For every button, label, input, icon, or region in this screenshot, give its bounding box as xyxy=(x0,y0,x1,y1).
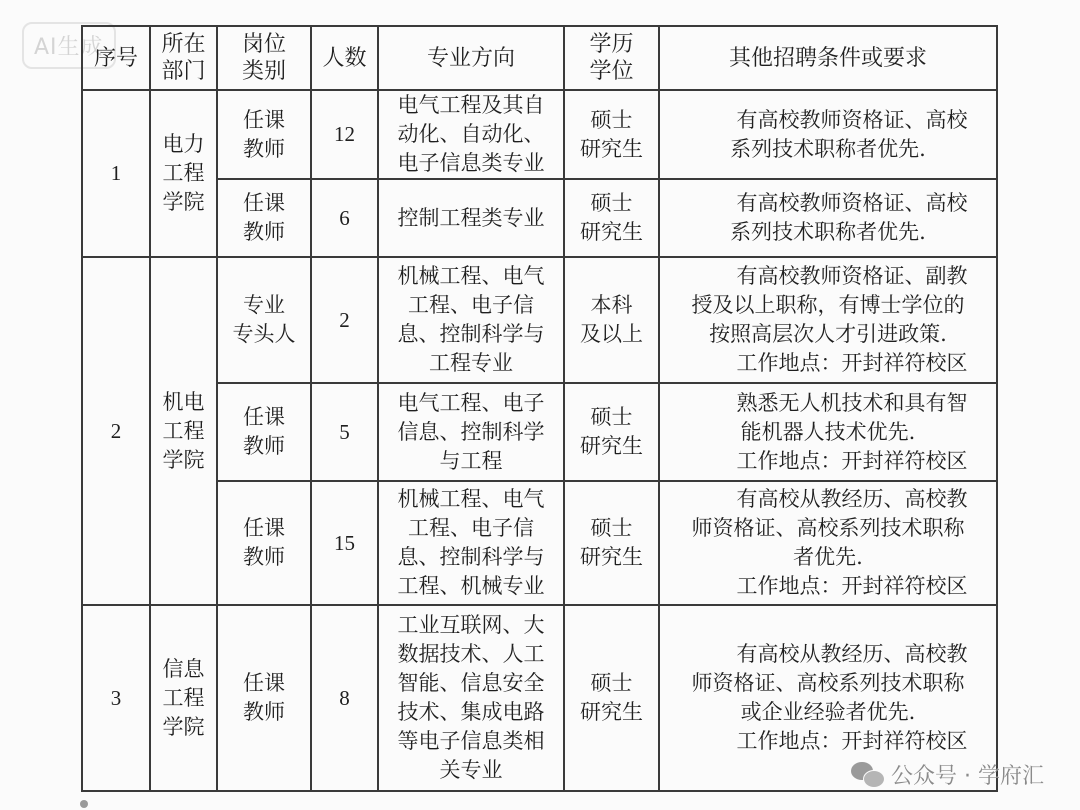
recruitment-table xyxy=(81,25,998,792)
page-edge-dot xyxy=(80,800,88,808)
table-row xyxy=(82,90,997,179)
degree-cell: 硕士 研究生 xyxy=(564,179,659,257)
header-degree: 学历 学位 xyxy=(564,26,659,90)
header-major: 专业方向 xyxy=(378,26,564,90)
requirements-cell: 有高校从教经历、高校教 师资格证、高校系列技术职称 或企业经验者优先. 工作地点：开封祥符校区 xyxy=(659,605,997,791)
post-category-cell: 任课 教师 xyxy=(217,90,311,179)
header-requirements: 其他招聘条件或要求 xyxy=(659,26,997,90)
requirements-cell: 有高校教师资格证、高校 系列技术职称者优先. xyxy=(659,90,997,179)
table-row xyxy=(82,383,997,481)
major-cell: 控制工程类专业 xyxy=(378,179,564,257)
requirements-cell: 有高校从教经历、高校教 师资格证、高校系列技术职称 者优先. 工作地点：开封祥符校区 xyxy=(659,481,997,605)
post-category-cell: 任课 教师 xyxy=(217,383,311,481)
count-cell: 2 xyxy=(311,257,378,383)
post-category-cell: 任课 教师 xyxy=(217,605,311,791)
major-cell: 机械工程、电气 工程、电子信 息、控制科学与 工程、机械专业 xyxy=(378,481,564,605)
table-header-row xyxy=(82,26,997,90)
header-seq: 序号 xyxy=(82,26,150,90)
table-row xyxy=(82,257,997,383)
degree-cell: 硕士 研究生 xyxy=(564,90,659,179)
requirements-cell: 有高校教师资格证、副教 授及以上职称，有博士学位的 按照高层次人才引进政策. 工作地点：开封祥符校区 xyxy=(659,257,997,383)
degree-cell: 本科 及以上 xyxy=(564,257,659,383)
header-post-category: 岗位 类别 xyxy=(217,26,311,90)
wechat-account-watermark xyxy=(851,759,1044,790)
dept-cell: 信息 工程 学院 xyxy=(150,605,217,791)
major-cell: 机械工程、电气 工程、电子信 息、控制科学与 工程专业 xyxy=(378,257,564,383)
seq-cell: 2 xyxy=(82,257,150,605)
count-cell: 15 xyxy=(311,481,378,605)
table-row xyxy=(82,179,997,257)
requirements-cell: 有高校教师资格证、高校 系列技术职称者优先. xyxy=(659,179,997,257)
count-cell: 12 xyxy=(311,90,378,179)
count-cell: 5 xyxy=(311,383,378,481)
requirements-cell: 熟悉无人机技术和具有智 能机器人技术优先. 工作地点：开封祥符校区 xyxy=(659,383,997,481)
header-dept: 所在 部门 xyxy=(150,26,217,90)
header-count: 人数 xyxy=(311,26,378,90)
major-cell: 工业互联网、大 数据技术、人工 智能、信息安全 技术、集成电路 等电子信息类相 关专业 xyxy=(378,605,564,791)
degree-cell: 硕士 研究生 xyxy=(564,481,659,605)
wechat-account-label: 公众号 · 学府汇 xyxy=(891,764,1044,789)
seq-cell: 3 xyxy=(82,605,150,791)
major-cell: 电气工程及其自 动化、自动化、 电子信息类专业 xyxy=(378,90,564,179)
table-row xyxy=(82,481,997,605)
seq-cell: 1 xyxy=(82,90,150,257)
count-cell: 8 xyxy=(311,605,378,791)
major-cell: 电气工程、电子 信息、控制科学 与工程 xyxy=(378,383,564,481)
wechat-icon xyxy=(851,762,883,788)
degree-cell: 硕士 研究生 xyxy=(564,605,659,791)
post-category-cell: 任课 教师 xyxy=(217,481,311,605)
dept-cell: 电力 工程 学院 xyxy=(150,90,217,257)
dept-cell: 机电 工程 学院 xyxy=(150,257,217,605)
ai-generated-watermark: AI生成 xyxy=(22,22,116,69)
count-cell: 6 xyxy=(311,179,378,257)
degree-cell: 硕士 研究生 xyxy=(564,383,659,481)
post-category-cell: 任课 教师 xyxy=(217,179,311,257)
post-category-cell: 专业 专头人 xyxy=(217,257,311,383)
